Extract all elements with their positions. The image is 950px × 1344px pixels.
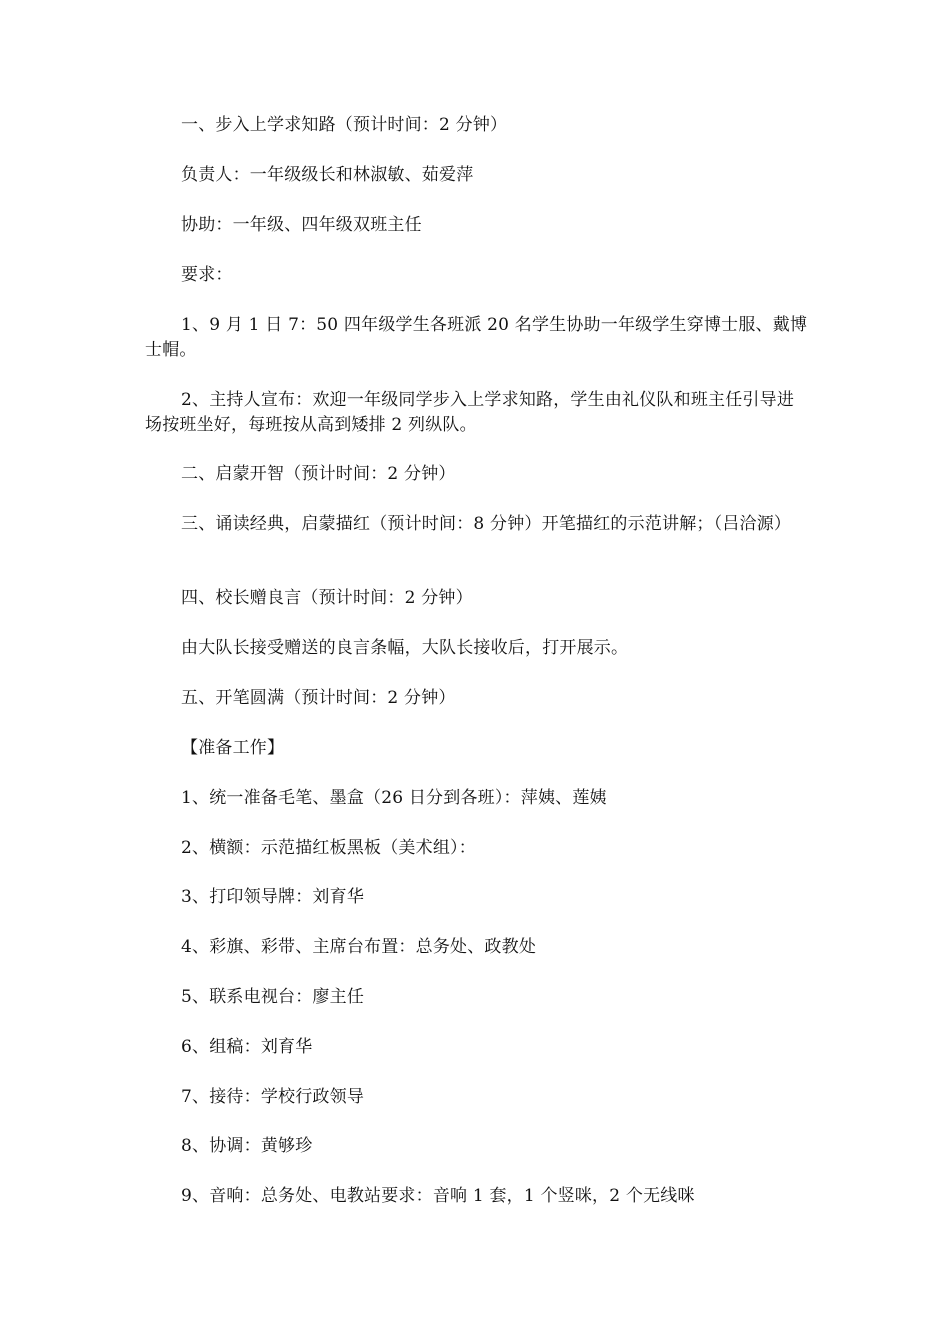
preparation-item-3: 3、打印领导牌：刘育华: [181, 887, 365, 907]
preparation-heading: 【准备工作】: [181, 738, 285, 758]
preparation-item-9: 9、音响：总务处、电教站要求：音响 1 套，1 个竖咪，2 个无线咪: [181, 1186, 695, 1206]
responsible-person: 负责人：一年级级长和林淑敏、茹爱萍: [181, 165, 474, 185]
requirement-item-1: 1、9 月 1 日 7：50 四年级学生各班派 20 名学生协助一年级学生穿博士服、戴博士帽。: [145, 315, 808, 360]
section-4-description: 由大队长接受赠送的良言条幅，大队长接收后，打开展示。: [181, 638, 629, 658]
section-heading-1: 一、步入上学求知路（预计时间：2 分钟）: [181, 115, 508, 135]
preparation-item-1: 1、统一准备毛笔、墨盒（26 日分到各班）：萍姨、莲姨: [181, 788, 607, 808]
preparation-item-5: 5、联系电视台：廖主任: [181, 987, 365, 1007]
section-heading-3: 三、诵读经典，启蒙描红（预计时间：8 分钟）开笔描红的示范讲解；（吕洽源）: [181, 514, 792, 534]
section-heading-4: 四、校长赠良言（预计时间：2 分钟）: [181, 588, 473, 608]
assistants: 协助：一年级、四年级双班主任: [181, 215, 422, 235]
preparation-item-4: 4、彩旗、彩带、主席台布置：总务处、政教处: [181, 937, 537, 957]
preparation-item-7: 7、接待：学校行政领导: [181, 1087, 365, 1107]
section-heading-2: 二、启蒙开智（预计时间：2 分钟）: [181, 464, 456, 484]
preparation-item-8: 8、协调：黄够珍: [181, 1136, 313, 1156]
section-heading-5: 五、开笔圆满（预计时间：2 分钟）: [181, 688, 456, 708]
requirements-label: 要求：: [181, 265, 233, 285]
requirement-item-2: 2、主持人宣布：欢迎一年级同学步入上学求知路，学生由礼仪队和班主任引导进场按班坐好，每班按从高到矮排 2 列纵队。: [145, 390, 795, 435]
preparation-item-6: 6、组稿：刘育华: [181, 1037, 313, 1057]
preparation-item-2: 2、横额：示范描红板黑板（美术组）：: [181, 838, 476, 858]
